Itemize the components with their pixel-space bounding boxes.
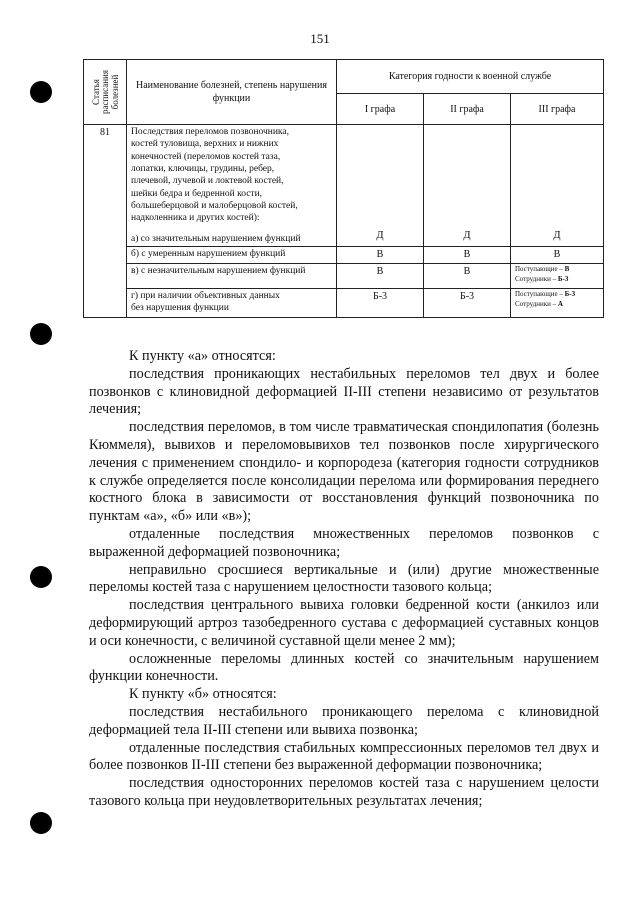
row-label-g: г) при наличии объективных данных без нарушения функции — [127, 289, 337, 318]
cell-a-grafa-3: Д — [511, 125, 604, 247]
cell-b-grafa-3: В — [511, 247, 604, 264]
cell-g-grafa-1: Б-3 — [337, 289, 424, 318]
article-number: 81 — [84, 125, 127, 318]
paragraph-heading-a: К пункту «а» относятся: — [129, 348, 276, 364]
binder-hole-1 — [30, 81, 52, 103]
description-line: лопатки, ключицы, грудины, ребер, — [131, 164, 275, 175]
paragraph: неправильно сросшиеся вертикальные и (или) другие множественные переломы костей таза с нарушением целостности тазового кольца; — [89, 561, 599, 596]
header-grafa-3: III графа — [511, 94, 604, 125]
description-line: шейки бедра и бедренной кости, — [131, 188, 263, 199]
paragraph: последствия переломов, в том числе травматическая спондилопатия (болезнь Кюммеля), вывихов и переломовывихов тел позвонков после хирургического лечения с применением спондило- и корпородеза (категория годности сотрудников к службе определяется после консолидации перелома или формирования переднего костного блока в зависимости от восстановления функций позвоночника по пунктам «а», «б» или «в»); — [89, 419, 599, 525]
row-description-a — [127, 125, 337, 247]
row-label-a: а) со значительным нарушением функций — [131, 233, 301, 244]
disease-schedule-table — [83, 59, 604, 318]
description-line: большеберцовой и малоберцовой костей, — [131, 201, 298, 212]
paragraph: последствия проникающих нестабильных переломов тел двух и более позвонков с клиновидной деформацией II-III степени независимо от результатов лечения; — [89, 365, 599, 418]
table-row — [84, 247, 604, 264]
description-line: конечностей (переломов костей таза, — [131, 151, 281, 162]
cell-b-grafa-1: В — [337, 247, 424, 264]
paragraph: отдаленные последствия стабильных компрессионных переломов тел двух и более позвонков II-III степени без выраженной деформации позвоночника; — [89, 739, 599, 774]
header-article-code — [84, 60, 127, 125]
cell-v-grafa-1: В — [337, 264, 424, 289]
description-line: плечевой, лучевой и локтевой костей, — [131, 176, 284, 187]
binder-hole-2 — [30, 323, 52, 345]
table-row — [84, 264, 604, 289]
cell-v-grafa-2: В — [424, 264, 511, 289]
applicants-line: Поступающие – Б-3 — [515, 290, 576, 299]
paragraph: последствия центрального вывиха головки бедренной кости (анкилоз или деформирующий артроз тазобедренного сустава с деформацией суставных концов и оси конечности, с величиной суставной щели менее 2 мм); — [89, 597, 599, 649]
applicants-line: Поступающие – В — [515, 265, 570, 274]
row-label-b: б) с умеренным нарушением функций — [127, 247, 337, 264]
cell-a-grafa-2: Д — [424, 125, 511, 247]
page-number: 151 — [310, 31, 330, 46]
cell-b-grafa-2: В — [424, 247, 511, 264]
header-grafa-1: I графа — [337, 94, 424, 125]
cell-g-grafa-3 — [511, 289, 604, 318]
cell-a-grafa-1: Д — [337, 125, 424, 247]
description-line: Последствия переломов позвоночника, — [131, 127, 289, 137]
description-line: костей туловища, верхних и нижних — [131, 139, 279, 150]
binder-hole-3 — [30, 566, 52, 588]
body-text — [89, 348, 599, 811]
paragraph: отдаленные последствия множественных переломов позвонков с выраженной деформацией позвоночника; — [89, 525, 599, 560]
table-header-row-1 — [84, 60, 604, 94]
paragraph-heading-b: К пункту «б» относятся: — [129, 686, 277, 703]
row-label-v: в) с незначительным нарушением функций — [127, 264, 337, 289]
table-row — [84, 125, 604, 247]
employees-line: Сотрудники – А — [515, 299, 563, 308]
table-row — [84, 289, 604, 318]
paragraph: осложненные переломы длинных костей со значительным нарушением функции конечности. — [89, 650, 599, 685]
binder-hole-4 — [30, 812, 52, 834]
paragraph: последствия односторонних переломов костей таза с нарушением целости тазового кольца при неудовлетворительных результатах лечения; — [89, 775, 599, 809]
header-disease-name: Наименование болезней, степень нарушения функции — [127, 60, 337, 125]
cell-v-grafa-3 — [511, 264, 604, 289]
header-grafa-2: II графа — [424, 94, 511, 125]
header-fitness-category: Категория годности к военной службе — [337, 60, 604, 94]
paragraph: последствия нестабильного проникающего перелома с клиновидной деформацией тела II-III степени или вывиха позвонка; — [89, 703, 599, 738]
description-line: надколенника и других костей): — [131, 213, 260, 224]
employees-line: Сотрудники – Б-3 — [515, 274, 569, 283]
cell-g-grafa-2: Б-3 — [424, 289, 511, 318]
header-article-code-label: Статья расписания болезней — [90, 70, 120, 114]
